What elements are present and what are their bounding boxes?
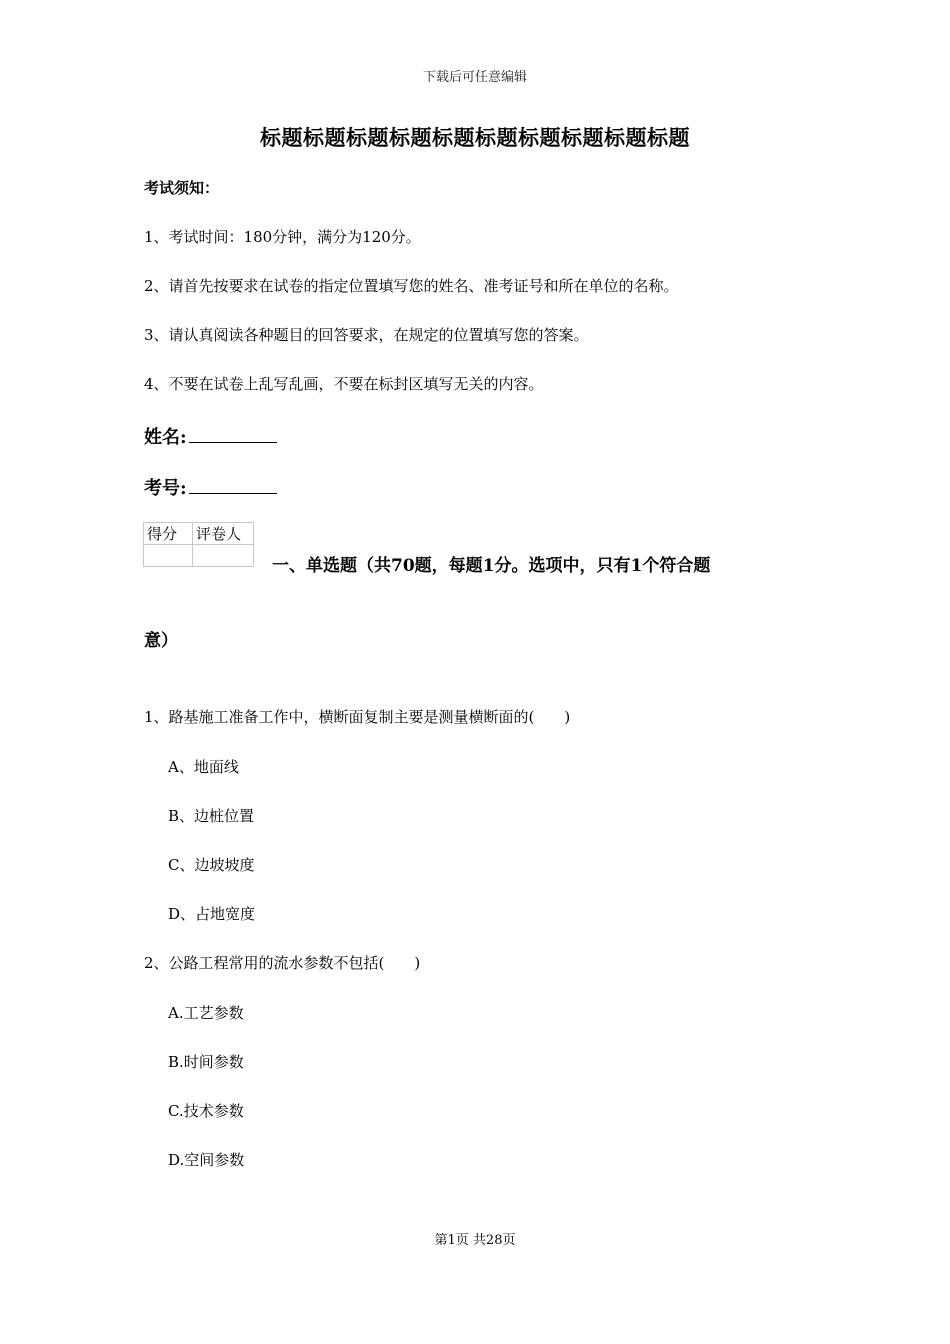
- score-table: [143, 522, 254, 567]
- exam-id-label: 考号:: [144, 478, 187, 499]
- exam-id-blank-line[interactable]: [189, 475, 277, 494]
- grader-header: 评卷人: [193, 523, 254, 545]
- instructions-heading: 考试须知：: [144, 179, 220, 197]
- score-table-header-row: [144, 523, 254, 545]
- question-2: 2、公路工程常用的流水参数不包括( ): [144, 954, 421, 972]
- section-heading: 一、单选题（共70题，每题1分。选项中，只有1个符合题: [272, 556, 711, 576]
- header-note: 下载后可任意编辑: [422, 70, 527, 85]
- option-2c: C.技术参数: [168, 1102, 244, 1120]
- instruction-item: 3、请认真阅读各种题目的回答要求，在规定的位置填写您的答案。: [144, 326, 589, 344]
- exam-id-field: [144, 474, 277, 500]
- grader-cell[interactable]: [193, 545, 254, 567]
- name-label: 姓名:: [144, 427, 187, 448]
- score-table-blank-row: [144, 545, 254, 567]
- page-footer: 第1页 共28页: [434, 1233, 516, 1248]
- instruction-item: 2、请首先按要求在试卷的指定位置填写您的姓名、准考证号和所在单位的名称。: [144, 277, 679, 295]
- name-field: [144, 423, 277, 449]
- section-heading-tail: 意）: [144, 631, 178, 651]
- option-2b: B.时间参数: [168, 1053, 244, 1071]
- option-2a: A.工艺参数: [168, 1004, 244, 1022]
- instruction-item: 4、不要在试卷上乱写乱画，不要在标封区填写无关的内容。: [144, 375, 544, 393]
- name-blank-line[interactable]: [189, 424, 277, 443]
- document-title: 标题标题标题标题标题标题标题标题标题标题: [260, 125, 690, 150]
- question-1: 1、路基施工准备工作中，横断面复制主要是测量横断面的( ): [144, 708, 571, 726]
- option-1a: A、地面线: [168, 758, 239, 776]
- option-1b: B、边桩位置: [168, 807, 255, 825]
- instruction-item: 1、考试时间：180分钟，满分为120分。: [144, 228, 421, 246]
- score-cell[interactable]: [144, 545, 193, 567]
- option-1d: D、占地宽度: [168, 905, 256, 923]
- option-2d: D.空间参数: [168, 1151, 245, 1169]
- score-header: 得分: [144, 523, 193, 545]
- option-1c: C、边坡坡度: [168, 856, 255, 874]
